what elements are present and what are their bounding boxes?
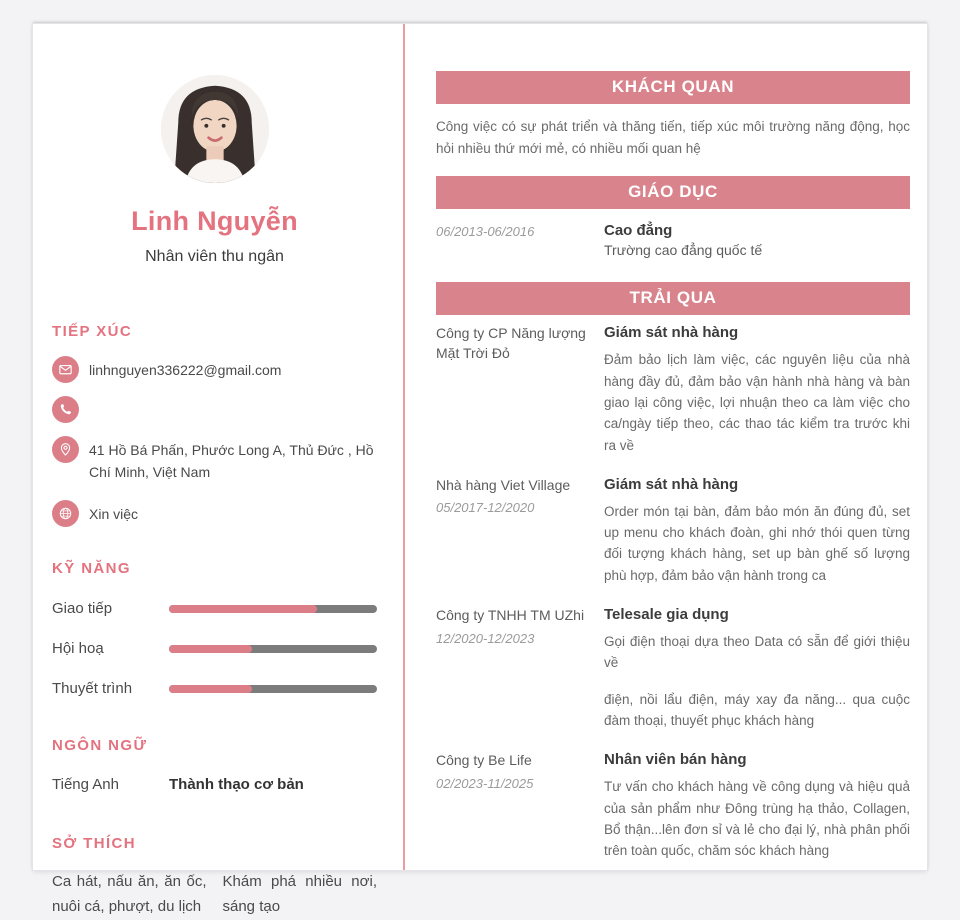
experience-entry (436, 324, 910, 456)
experience-company: Nhà hàng Viet Village (436, 476, 571, 493)
experience-description: Đảm bảo lịch làm việc, các nguyên liệu của nhà hàng đầy đủ, đảm bảo vận hành nhà hàng và bàn giao lại công việc, lợi nhuận theo ca làm việc cho ca/ngày tiếp theo, các thao tác kiểm tra trước khi ra về (604, 352, 910, 453)
candidate-job-title: Nhân viên thu ngân (145, 248, 284, 265)
experience-company: Công ty Be Life (436, 752, 532, 769)
contact-item-phone (52, 396, 377, 423)
language-row (52, 776, 377, 793)
main-column (405, 24, 927, 870)
education-degree: Cao đẳng (604, 222, 673, 240)
skill-bar (169, 605, 377, 613)
experience-date: 12/2020-12/2023 (436, 630, 535, 646)
skills-section (52, 560, 377, 697)
experience-description: Tư vấn cho khách hàng về công dụng và hiệu quả của sản phẩm như Đông trùng hạ thảo, Collagen, Bổ thận...lên đơn sỉ và lẻ cho đại lý, nhà phân phối trên toàn quốc, chăm sóc khách hàng (604, 779, 910, 859)
skills-heading: KỸ NĂNG (52, 560, 131, 578)
contact-email-text: linhnguyen336222@gmail.com (89, 362, 282, 378)
education-date: 06/2013-06/2016 (436, 224, 535, 240)
profile-photo-image (161, 75, 269, 183)
objective-section-header: KHÁCH QUAN (436, 71, 910, 104)
education-section-header: GIÁO DỤC (436, 176, 910, 209)
objective-text: Công việc có sự phát triển và thăng tiến, tiếp xúc môi trường năng động, học hỏi nhiều thứ mới mẻ, có nhiều mối quan hệ (436, 119, 910, 156)
language-level: Thành thạo cơ bản (169, 776, 304, 794)
resume-page (33, 24, 927, 916)
skill-bar-fill (169, 645, 252, 653)
experience-entry (436, 606, 910, 731)
experience-company: Công ty CP Năng lượng Mặt Trời Đỏ (436, 325, 586, 361)
hobbies-heading: SỞ THÍCH (52, 835, 136, 853)
skill-row (52, 600, 377, 617)
experience-entry (436, 476, 910, 586)
contact-list (52, 356, 377, 527)
experience-company: Công ty TNHH TM UZhi (436, 607, 585, 624)
contact-section (52, 323, 377, 527)
languages-heading: NGÔN NGỮ (52, 737, 148, 755)
experience-title: Giám sát nhà hàng (604, 475, 739, 493)
experience-entry (436, 751, 910, 861)
experience-section-header: TRẢI QUA (436, 282, 910, 315)
skill-bar (169, 645, 377, 653)
language-label: Tiếng Anh (52, 776, 119, 794)
education-school: Trường cao đẳng quốc tế (604, 242, 763, 259)
location-icon (52, 436, 79, 463)
profile-photo (161, 75, 269, 183)
contact-website-text: Xin việc (89, 506, 139, 523)
skill-row (52, 680, 377, 697)
contact-item-website (52, 500, 377, 527)
contact-item-address (52, 436, 377, 483)
skill-label: Thuyết trình (52, 680, 133, 698)
skill-label: Hội hoạ (52, 640, 104, 658)
languages-section (52, 737, 377, 793)
experience-description-2: điện, nồi lẩu điện, máy xay đa năng... qua cuộc đàm thoại, thuyết phục khách hàng (604, 691, 910, 729)
experience-description: Order món tại bàn, đảm bảo món ăn đúng đủ, set up menu cho khách đoàn, ghi nhớ thói quen từng đối tượng khách hàng, set up bàn ghế số lượng phù hợp, đảm bảo vận hành trong ca (604, 503, 910, 583)
hobbies-column-2: Khám phá nhiều nơi, sáng tạo (222, 873, 377, 916)
education-entry (436, 222, 910, 258)
hobbies-section (52, 835, 377, 920)
skill-bar-fill (169, 605, 317, 613)
skill-row (52, 640, 377, 657)
sidebar (33, 24, 405, 916)
skill-bar (169, 685, 377, 693)
candidate-name: Linh Nguyễn (131, 206, 298, 236)
experience-title: Giám sát nhà hàng (604, 324, 739, 342)
experience-description: Gọi điện thoại dựa theo Data có sẵn để giới thiệu về (604, 634, 910, 671)
experience-date: 02/2023-11/2025 (436, 776, 534, 792)
skill-bar-fill (169, 685, 252, 693)
contact-address-text: 41 Hồ Bá Phấn, Phước Long A, Thủ Đức , Hồ Chí Minh, Việt Nam (89, 442, 374, 480)
contact-item-email (52, 356, 377, 383)
contact-heading: TIẾP XÚC (52, 323, 133, 340)
skill-label: Giao tiếp (52, 600, 113, 618)
experience-title: Telesale gia dụng (604, 606, 729, 624)
experience-title: Nhân viên bán hàng (604, 751, 747, 769)
hobbies-column-1: Ca hát, nấu ăn, ăn ốc, nuôi cá, phượt, du lịch (52, 873, 207, 916)
experience-date: 05/2017-12/2020 (436, 500, 535, 516)
globe-icon (52, 500, 79, 527)
email-icon (52, 356, 79, 383)
phone-icon (52, 396, 79, 423)
